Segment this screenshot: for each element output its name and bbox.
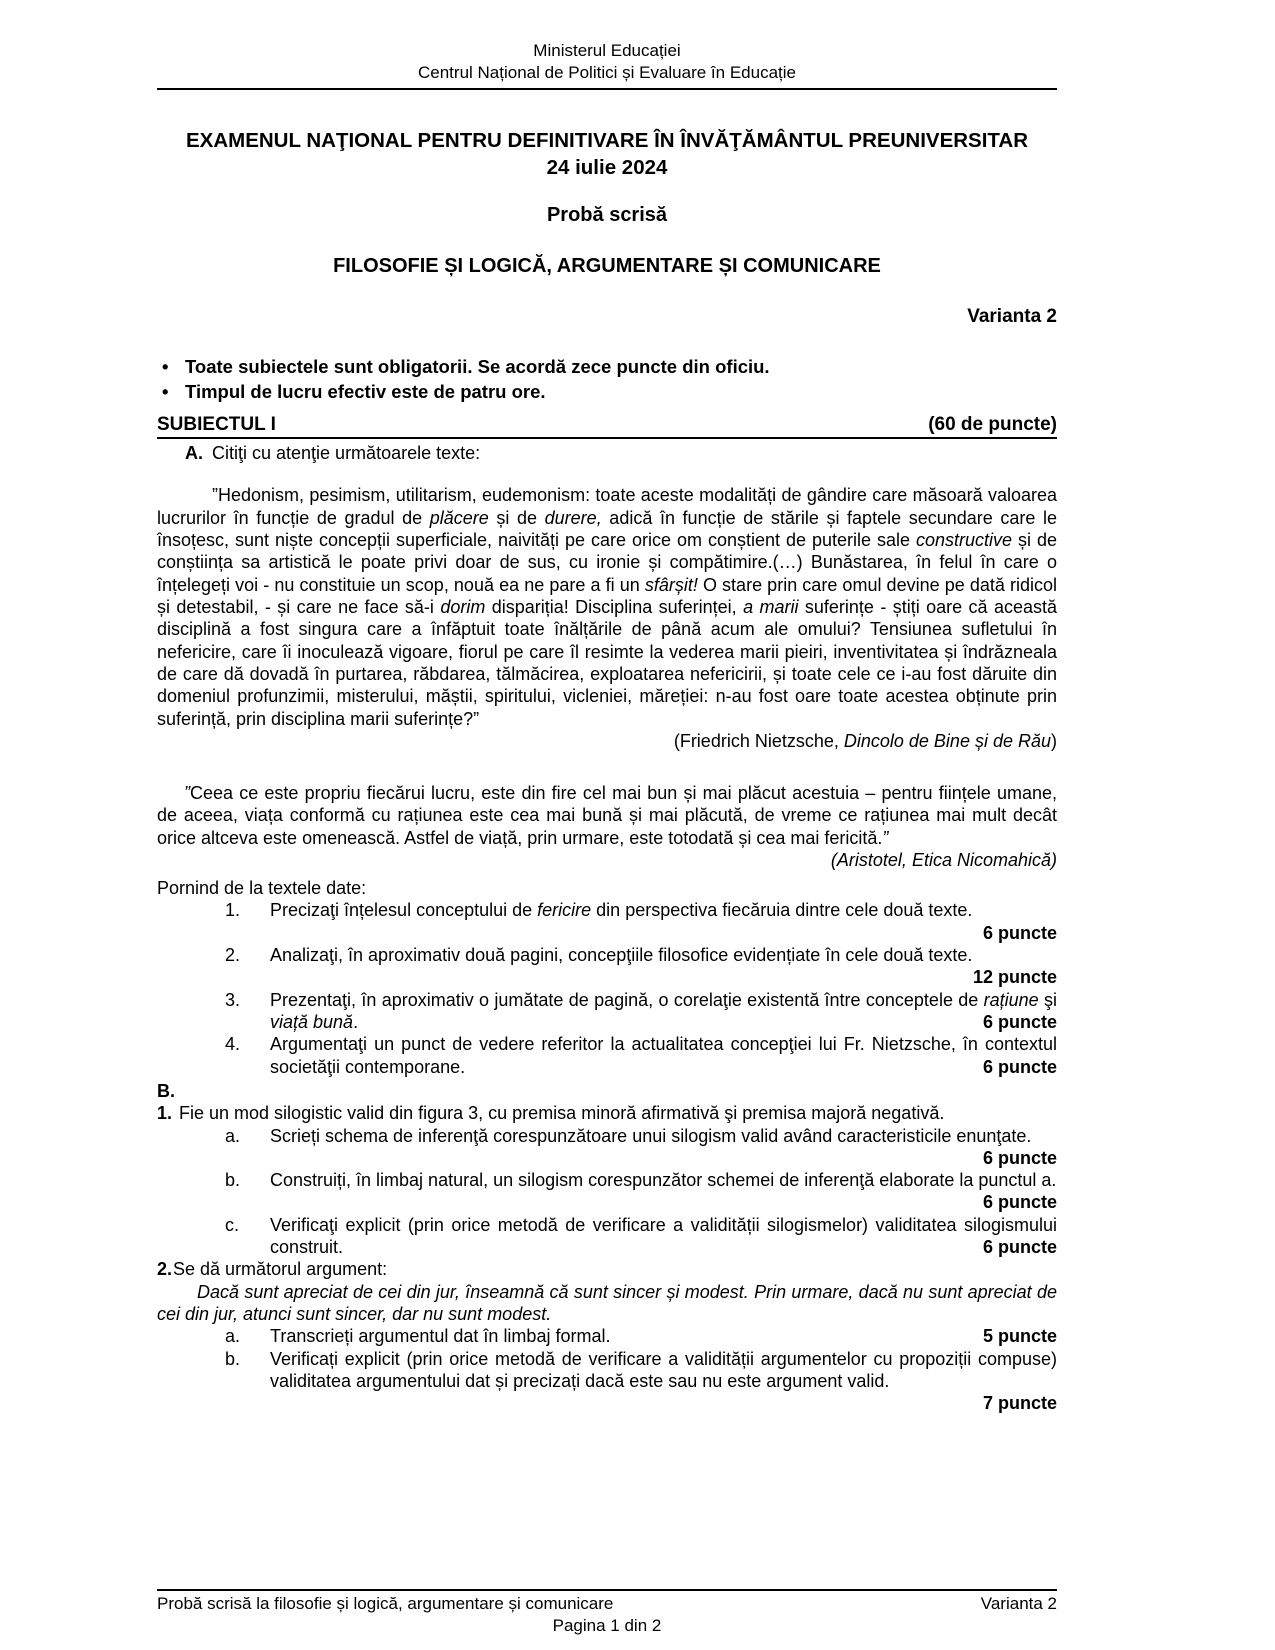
task-item-1 — [157, 899, 1057, 944]
instruction-item: • Timpul de lucru efectiv este de patru ore. — [157, 380, 1057, 405]
subject1-heading — [157, 413, 1057, 440]
task-text: Analizaţi, în aproximativ două pagini, concepţiile filosofice evidențiate în cele două texte. — [270, 945, 973, 966]
general-instructions — [157, 355, 1057, 405]
subject1-title: SUBIECTUL I — [157, 413, 276, 435]
task-item-3 — [157, 989, 1057, 1034]
footer-divider — [157, 1589, 1057, 1591]
task-text: Precizaţi înțelesul conceptului de fericire din perspectiva fiecăruia dintre cele două texte. — [270, 900, 973, 921]
subtask-text: Verificaţi explicit (prin orice metodă de verificare a validității silogismelor) validitatea silogismului construit. — [270, 1214, 1057, 1258]
subtask-text: Scrieți schema de inferenţă corespunzătoare unui silogism valid având caracteristicile enunţate. — [270, 1125, 1032, 1146]
national-center-name: Centrul Național de Politici și Evaluare în Educație — [418, 63, 796, 83]
aristotle-quote — [157, 782, 1057, 871]
subtask-item-b1a — [157, 1125, 1057, 1170]
task-points: 6 puncte — [982, 1056, 1057, 1077]
subtask-text: Transcrieți argumentul dat în limbaj formal. — [270, 1326, 611, 1347]
document-body — [157, 128, 1057, 1414]
task-points: 12 puncte — [972, 967, 1057, 988]
ministry-name: Ministerul Educației — [533, 41, 681, 60]
subtask-text: Construiți, în limbaj natural, un silogism corespunzător schemei de inferenţă elaborate la punctul a. — [270, 1170, 1057, 1191]
subtask-item-b1c — [157, 1214, 1057, 1259]
subtask-letter: c. — [225, 1214, 240, 1235]
subtask-letter: a. — [225, 1125, 241, 1146]
footer-variant: Varianta 2 — [980, 1593, 1057, 1613]
subtask-points: 6 puncte — [982, 1192, 1057, 1213]
logic-argument-text: Dacă sunt apreciat de cei din jur, înseamnă că sunt sincer și modest. Prin urmare, dacă nu sunt apreciat de cei din jur, atunci sunt sincer, dar nu sunt modest. — [157, 1281, 1057, 1325]
subtask-letter: b. — [225, 1170, 241, 1191]
section-a-intro — [157, 442, 1057, 464]
section-a-label: A. — [185, 443, 203, 464]
item-number: 2. — [157, 1259, 173, 1280]
subtask-text: Verificați explicit (prin orice metodă de verificare a validității argumentelor cu propoziții compuse) validitatea argumentului dat și precizați dacă este sau nu este argument valid. — [270, 1348, 1057, 1391]
subtask-letter: a. — [225, 1326, 241, 1347]
task-points: 6 puncte — [982, 1011, 1057, 1032]
task-text: Argumentaţi un punct de vedere referitor la actualitatea concepţiei lui Fr. Nietzsche, în contextul societăţii contemporane. — [270, 1034, 1057, 1077]
task-number: 4. — [225, 1034, 241, 1055]
instruction-item: • Toate subiectele sunt obligatorii. Se acordă zece puncte din oficiu. — [157, 355, 1057, 380]
aristotle-text: ”Ceea ce este propriu fiecărui lucru, este din fire cel mai bun și mai plăcut acestuia – pentru ființele umane, de aceea, viața conformă cu rațiunea este cea mai bună și mai plăcută, de vreme ce rațiunea mai mult decât orice altceva este omenească. Astfel de viață, prin urmare, este totodată și cea mai fericită.” — [157, 783, 1057, 848]
subtask-item-b2b — [157, 1348, 1057, 1415]
item-number: 1. — [157, 1103, 173, 1124]
task-item-4 — [157, 1033, 1057, 1078]
subtask-points: 5 puncte — [982, 1326, 1057, 1347]
section-b-item2-head — [157, 1258, 1057, 1280]
header-divider — [157, 88, 1057, 90]
task-item-2 — [157, 944, 1057, 989]
document-header — [157, 0, 1057, 84]
footer-page-number: Pagina 1 din 2 — [552, 1615, 662, 1635]
task-text: Prezentaţi, în aproximativ o jumătate de pagină, o corelaţie existentă între conceptele de rațiune şi viață bună. — [270, 989, 1058, 1032]
task-number: 3. — [225, 989, 241, 1010]
section-a-intro-text: Citiţi cu atenţie următoarele texte: — [212, 443, 481, 464]
item-intro: Se dă următorul argument: — [173, 1259, 388, 1280]
nietzsche-quote: ”Hedonism, pesimism, utilitarism, eudemonism: toate aceste modalități de gândire care măsoară valoarea lucrurilor în funcție de gradul de plăcere și de durere, adică în funcție de stările și faptele secundare care le însoțesc, sunt niște concepții superficiale, naivități pe care orice om conștient de puterile sale constructive și de conștiința sa artistică le poate privi doar de sus, cu ironie și compătimire.(…) Bunăstarea, în felul în care o înțelegeți voi - nu constituie un scop, nouă ea ne pare a fi un sfârșit! O stare prin care omul devine pe dată ridicol și detestabil, - și care ne face să-i dorim dispariția! Disciplina suferinței, a marii suferințe - știți oare că această disciplină a fost singura care a înfăptuit toate înălțările de până acum ale omului? Tensiunea sufletului în nefericire, care îi inoculează vigoare, fiorul pe care îl resimte la vederea marii pieiri, inventivitatea și îndrăzneala de care dă dovadă în purtarea, răbdarea, tălmăcirea, exploatarea nefericirii, și toate cele ce i-au fost dăruite din domeniul profunzimii, misterului, măștii, spiritului, vicleniei, măreției: n-au fost oare toate acestea obținute prin suferință, prin disciplina marii suferințe?” — [157, 485, 1058, 729]
task-number: 1. — [225, 900, 241, 921]
nietzsche-attribution: (Friedrich Nietzsche, Dincolo de Bine și de Rău) — [673, 730, 1057, 751]
subtask-item-b2a — [157, 1325, 1057, 1347]
document-footer — [157, 1589, 1057, 1637]
exam-date: 24 iulie 2024 — [546, 155, 668, 179]
task-number: 2. — [225, 945, 241, 966]
subtask-points: 6 puncte — [982, 1147, 1057, 1168]
subtask-letter: b. — [225, 1348, 241, 1369]
task-points: 6 puncte — [982, 922, 1057, 943]
aristotle-attribution: (Aristotel, Etica Nicomahică) — [830, 850, 1057, 871]
subtask-points: 6 puncte — [982, 1237, 1057, 1258]
tasks-intro: Pornind de la textele date: — [157, 878, 367, 899]
item-text: Fie un mod silogistic valid din figura 3, cu premisa minoră afirmativă şi premisa majoră negativă. — [179, 1103, 945, 1124]
variant-label: Varianta 2 — [967, 306, 1057, 328]
exam-discipline: FILOSOFIE ȘI LOGICĂ, ARGUMENTARE ȘI COMUNICARE — [333, 255, 881, 278]
subtask-points: 7 puncte — [982, 1393, 1057, 1414]
subtask-item-b1b — [157, 1169, 1057, 1214]
footer-paper-title: Probă scrisă la filosofie și logică, argumentare și comunicare — [157, 1593, 614, 1613]
exam-paper-type: Probă scrisă — [546, 204, 668, 227]
section-b-item1-head — [157, 1102, 1057, 1124]
subject1-points: (60 de puncte) — [928, 413, 1057, 435]
section-b-label: B. — [157, 1080, 175, 1101]
exam-title: EXAMENUL NAŢIONAL PENTRU DEFINITIVARE ÎN ÎNVĂŢĂMÂNTUL PREUNIVERSITAR — [185, 129, 1029, 153]
